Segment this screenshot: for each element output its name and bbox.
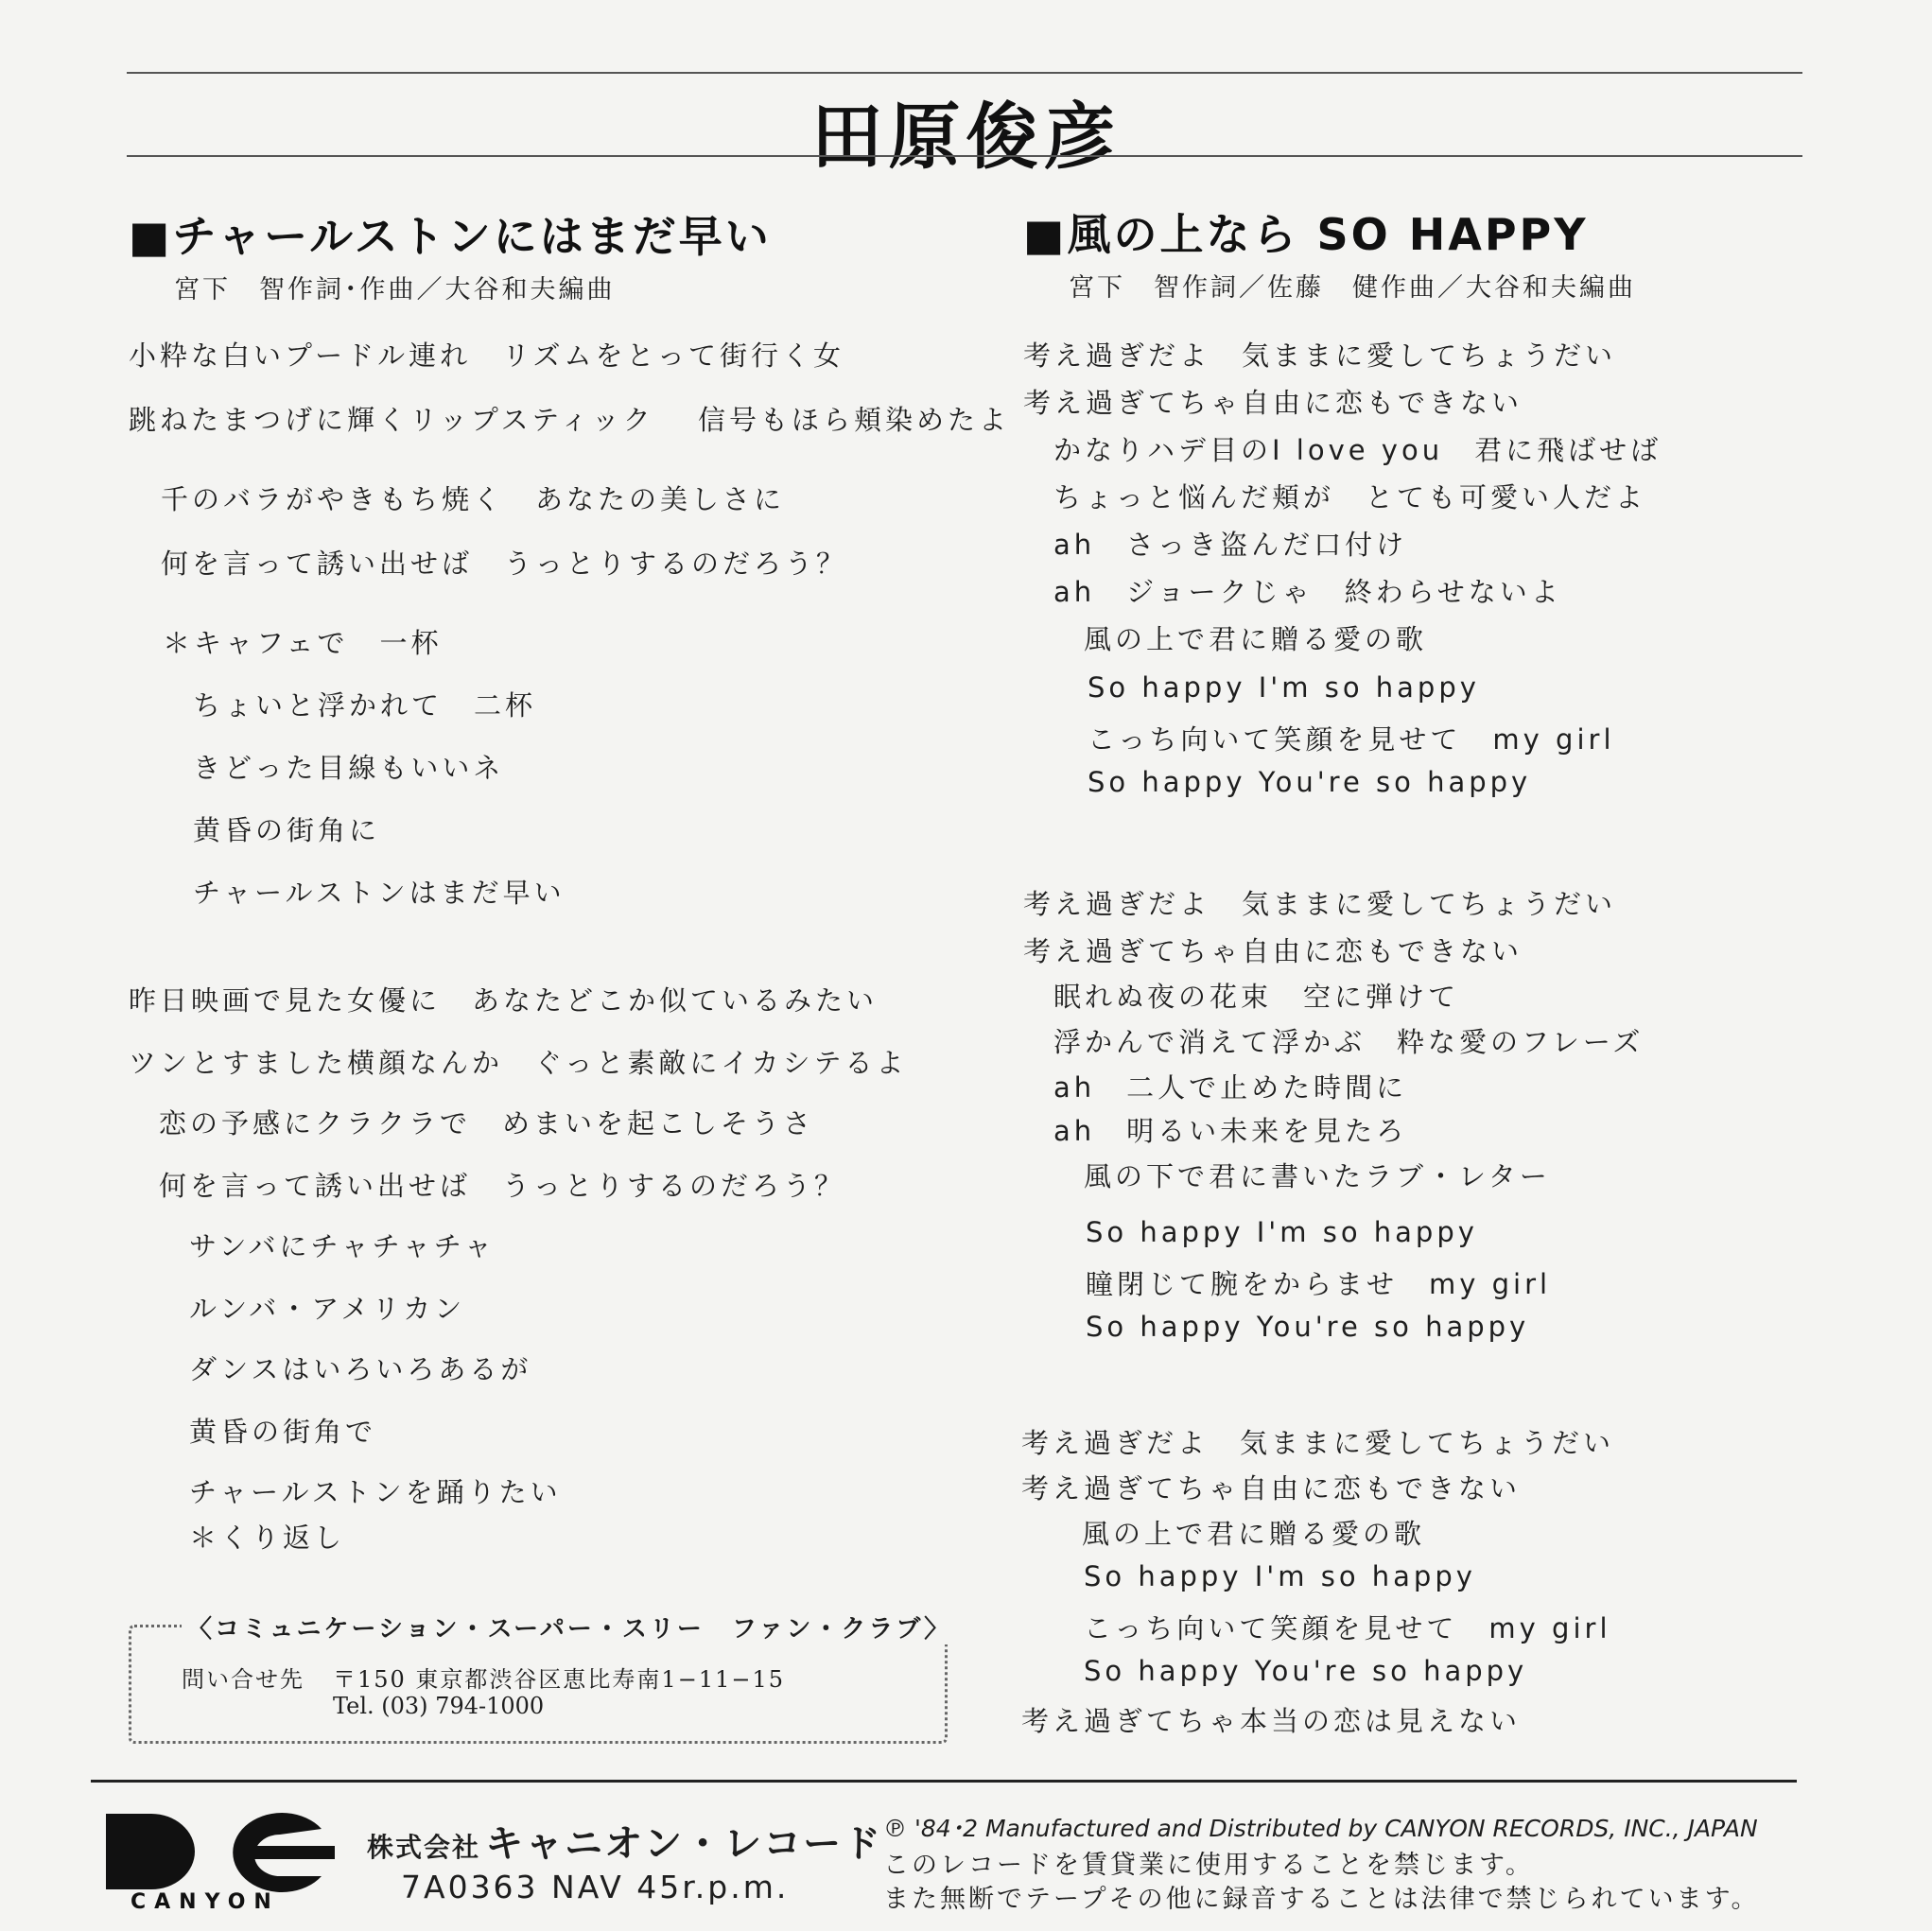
- lyric-line: 昨日映画で見た女優に あなたどこか似ているみたい: [129, 984, 879, 1017]
- fanclub-contact-label: 問い合せ先: [182, 1666, 305, 1693]
- lyric-line: こっち向いて笑顔を見せて my girl: [1088, 723, 1615, 756]
- lyric-line: 恋の予感にクラクラで めまいを起こしそうさ: [159, 1107, 815, 1139]
- lyric-line: ルンバ・アメリカン: [189, 1293, 466, 1325]
- lyric-line: 瞳閉じて腕をからませ my girl: [1086, 1268, 1552, 1300]
- lyric-line: So happy I'm so happy: [1088, 671, 1480, 704]
- lyric-line: So happy You're so happy: [1088, 766, 1532, 798]
- company-prefix: 株式会社: [367, 1832, 481, 1863]
- lyric-line: かなりハデ目のI love you 君に飛ばせば: [1053, 434, 1662, 466]
- lyric-line: 考え過ぎてちゃ本当の恋は見えない: [1021, 1705, 1522, 1737]
- artist-name: 田原俊彦: [810, 95, 1122, 179]
- lyric-line: ＊くり返し: [189, 1522, 346, 1554]
- lyric-line: ＊キャフェで 一杯: [163, 627, 443, 659]
- company-label: キャニオン・レコード: [485, 1822, 883, 1866]
- header-bottom-rule: [127, 155, 1802, 157]
- catalog-number: 7A0363 NAV 45r.p.m.: [401, 1869, 790, 1905]
- footer-rule: [91, 1780, 1797, 1783]
- lyric-line: 眠れぬ夜の花束 空に弾けて: [1053, 981, 1460, 1013]
- fanclub-tel: Tel. (03) 794-1000: [333, 1693, 545, 1719]
- canyon-logo: [102, 1808, 339, 1912]
- song2-credits: 宮下 智作詞／佐藤 健作曲／大谷和夫編曲: [1069, 273, 1636, 303]
- song2-heading: [1023, 200, 1636, 304]
- lyric-line: ちょいと浮かれて 二杯: [193, 689, 537, 722]
- lyric-line: チャールストンを踊りたい: [189, 1476, 562, 1508]
- lyric-line: 何を言って誘い出せば うっとりするのだろう？: [159, 1170, 846, 1202]
- lyric-line: 風の上で君に贈る愛の歌: [1084, 623, 1428, 655]
- rental-notice: このレコードを賃貸業に使用することを禁じます。: [883, 1851, 1534, 1880]
- lyric-line: ah 二人で止めた時間に: [1053, 1071, 1408, 1104]
- fanclub-address: 〒150 東京都渋谷区恵比寿南1−11−15: [333, 1666, 786, 1693]
- lyric-line: So happy You're so happy: [1084, 1655, 1528, 1687]
- canyon-logo-text: CANYON: [131, 1890, 280, 1912]
- lyric-line: 考え過ぎだよ 気ままに愛してちょうだい: [1021, 1427, 1615, 1459]
- lyric-line: 小粋な白いプードル連れ リズムをとって街行く女: [129, 339, 844, 372]
- lyric-line: ah ジョークじゃ 終わらせないよ: [1053, 576, 1562, 608]
- lyric-line: 浮かんで消えて浮かぶ 粋な愛のフレーズ: [1053, 1026, 1645, 1058]
- lyric-line: きどった目線もいいネ: [193, 752, 505, 784]
- lyric-line: ちょっと悩んだ頬が とても可愛い人だよ: [1053, 481, 1647, 513]
- song1-title: ■チャールストンにはまだ早い: [129, 211, 772, 262]
- song1-credits: 宮下 智作詞･作曲／大谷和夫編曲: [174, 275, 616, 304]
- copyright-line: ℗ '84･2 Manufactured and Distributed by CANYON RECORDS, INC., JAPAN: [883, 1815, 1758, 1842]
- lyric-line: 何を言って誘い出せば うっとりするのだろう？: [161, 548, 848, 580]
- lyric-line: サンバにチャチャチャ: [189, 1230, 496, 1262]
- lyric-line: 黄昏の街角に: [193, 814, 381, 846]
- lyric-line: 千のバラがやきもち焼く あなたの美しさに: [161, 483, 786, 515]
- lyric-line: 考え過ぎてちゃ自由に恋もできない: [1021, 1472, 1522, 1505]
- lyric-line: So happy I'm so happy: [1086, 1216, 1478, 1248]
- lyric-line: So happy You're so happy: [1086, 1311, 1530, 1343]
- lyric-line: ah さっき盗んだ口付け: [1053, 529, 1408, 561]
- recording-notice: また無断でテープその他に録音することは法律で禁じられています。: [883, 1885, 1760, 1914]
- song2-title: ■風の上なら SO HAPPY: [1023, 209, 1589, 260]
- lyric-line: So happy I'm so happy: [1084, 1560, 1476, 1592]
- lyric-line: 風の上で君に贈る愛の歌: [1082, 1518, 1426, 1550]
- lyric-line: 黄昏の街角で: [189, 1416, 377, 1448]
- lyric-line: 考え過ぎだよ 気ままに愛してちょうだい: [1023, 888, 1617, 920]
- lyric-line: 風の下で君に書いたラブ・レター: [1084, 1160, 1551, 1192]
- lyric-line: 跳ねたまつげに輝くリップスティック 信号もほら頬染めたよ: [129, 404, 1010, 436]
- lyric-line: ダンスはいろいろあるが: [189, 1353, 532, 1385]
- fanclub-title: 〈コミュニケーション・スーパー・スリー ファン・クラブ〉: [182, 1609, 957, 1644]
- company-name: [367, 1814, 882, 1868]
- lyric-line: ah 明るい未来を見たろ: [1053, 1115, 1408, 1147]
- lyric-line: 考え過ぎてちゃ自由に恋もできない: [1023, 935, 1523, 967]
- header-top-rule: [127, 72, 1802, 74]
- lyric-line: チャールストンはまだ早い: [193, 877, 566, 909]
- lyric-line: ツンとすました横顔なんか ぐっと素敵にイカシテるよ: [129, 1047, 908, 1079]
- lyric-line: 考え過ぎだよ 気ままに愛してちょうだい: [1023, 339, 1617, 372]
- lyric-line: こっち向いて笑顔を見せて my girl: [1084, 1612, 1611, 1644]
- song1-heading: [129, 202, 772, 305]
- lyric-line: 考え過ぎてちゃ自由に恋もできない: [1023, 387, 1523, 419]
